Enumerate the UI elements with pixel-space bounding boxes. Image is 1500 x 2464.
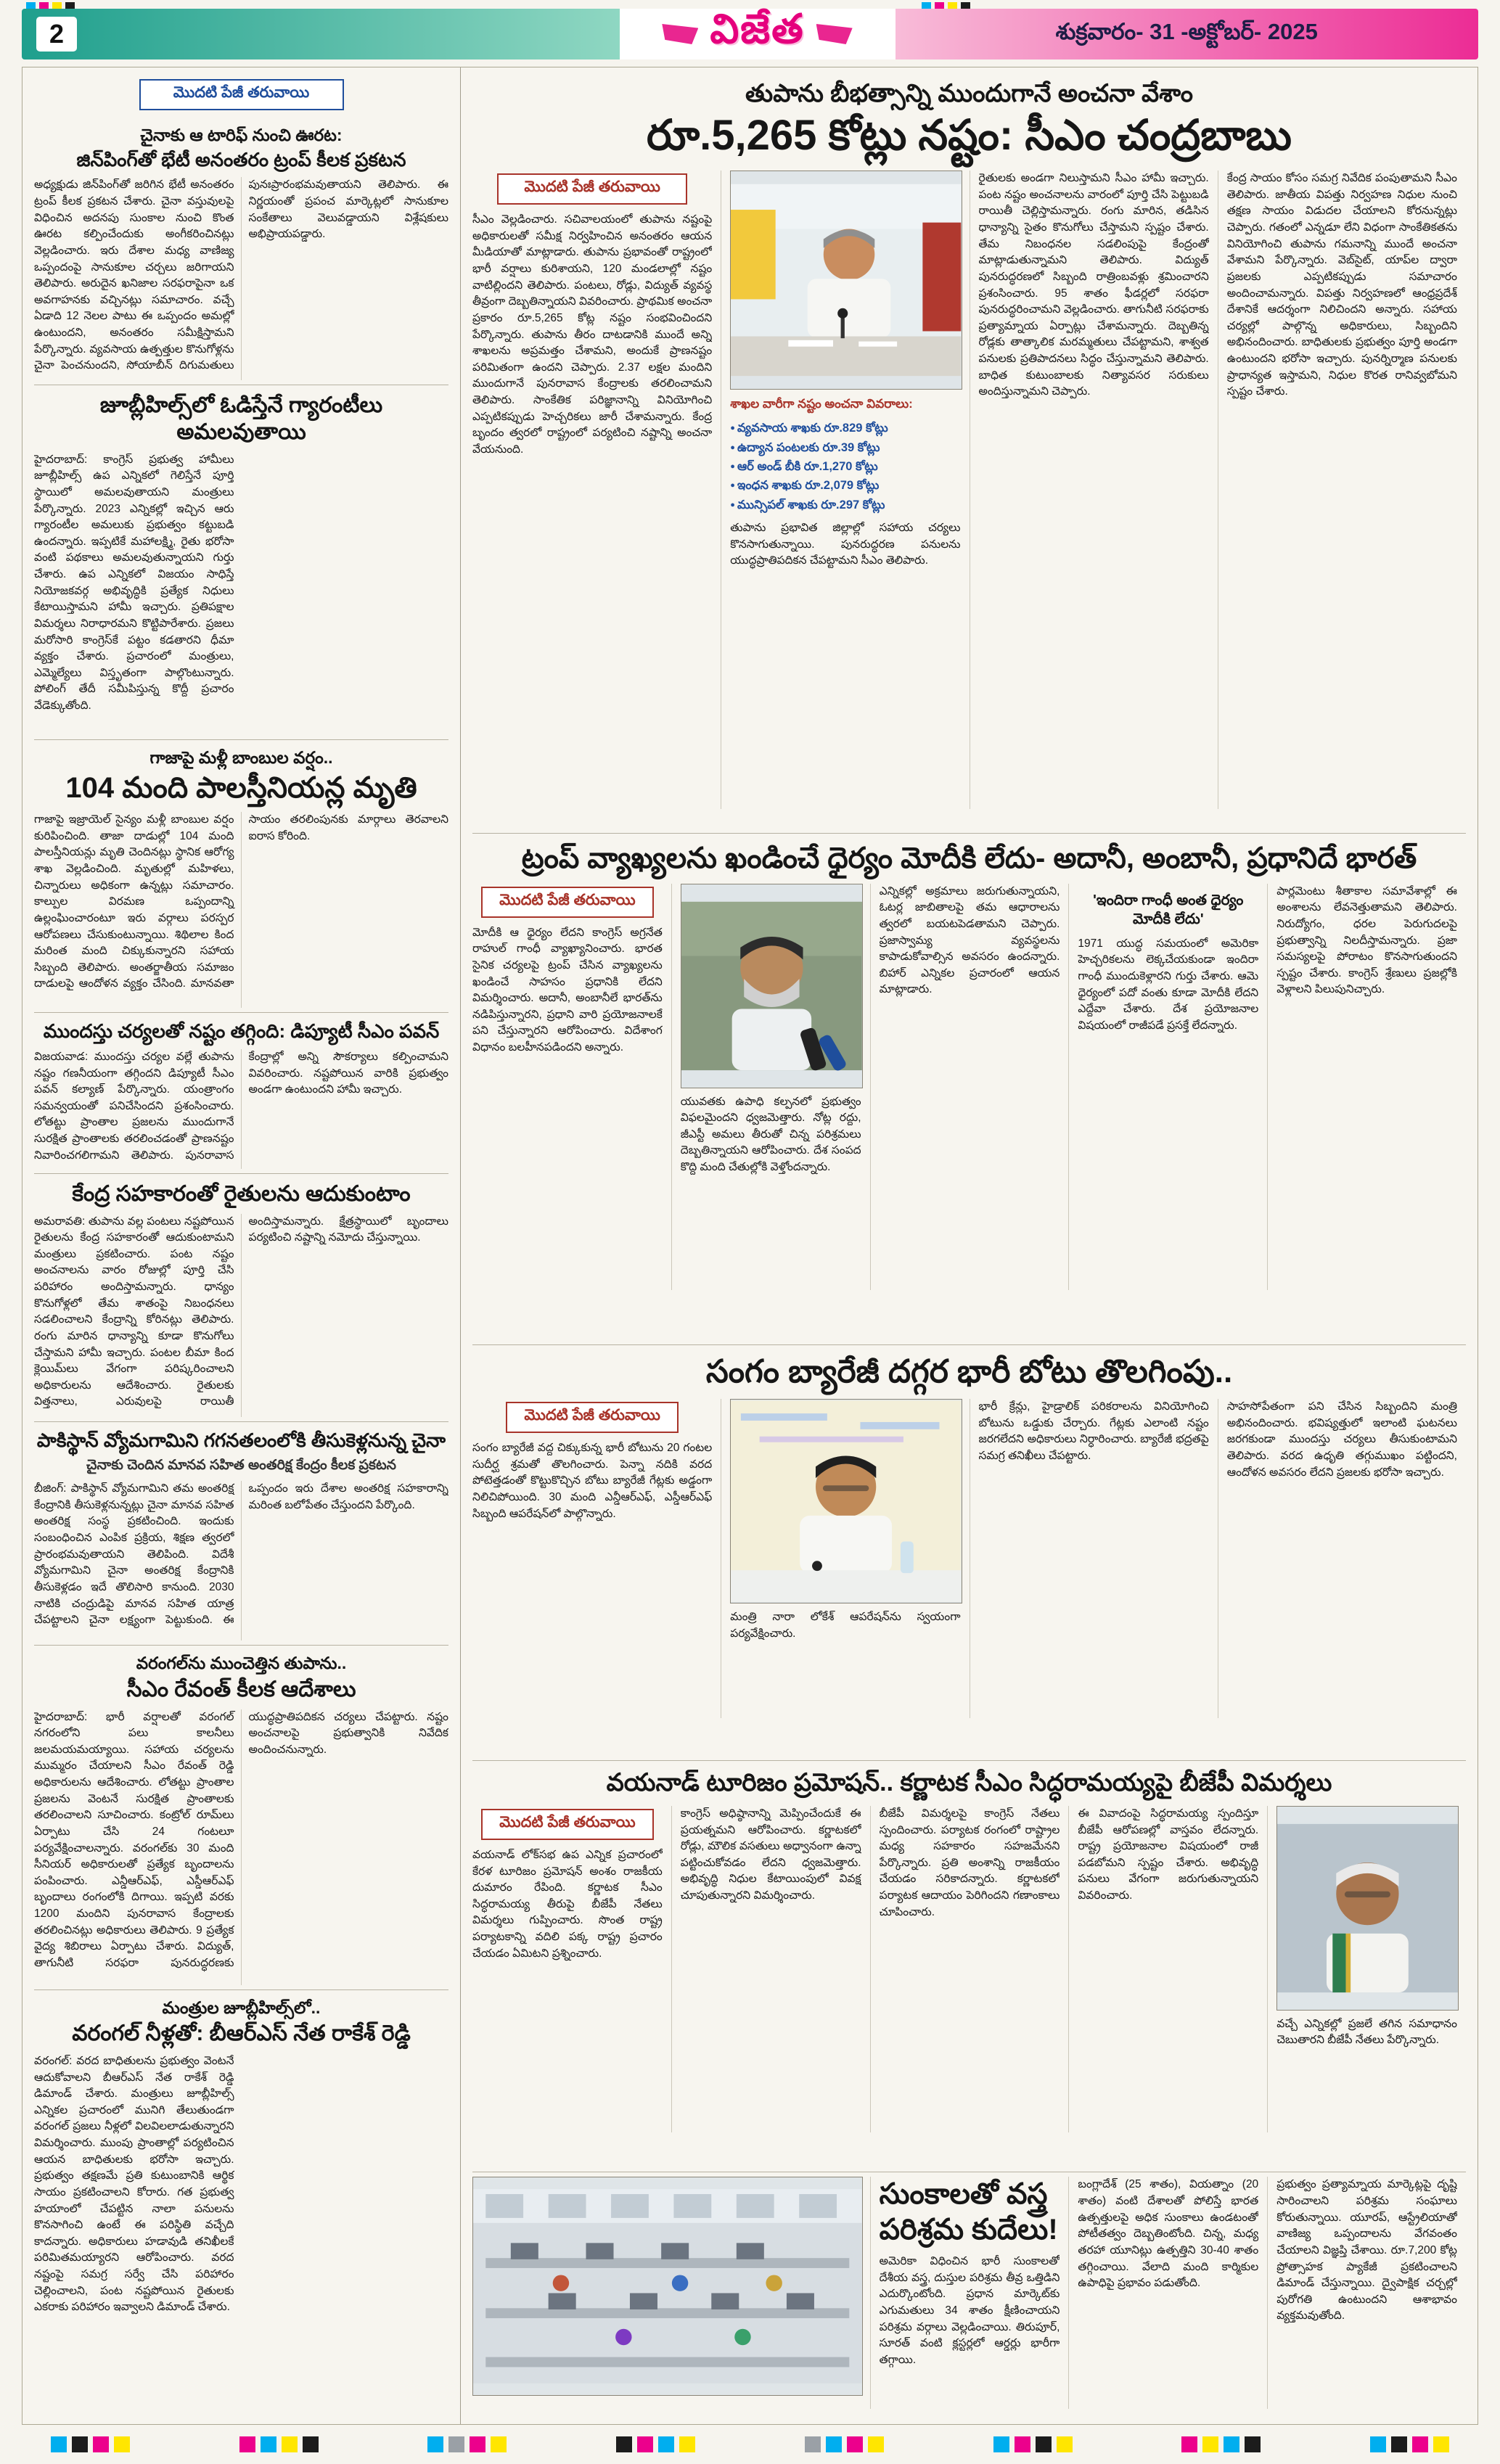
cm-col-1 xyxy=(472,171,721,809)
modi-col-4 xyxy=(1068,884,1267,1290)
sangam-body-1: సంగం బ్యారేజీ వద్ద చిక్కుకున్న భారీ బోటును 20 గంటల సుదీర్ఘ శ్రమతో తొలగించారు. పెన్నా నదికి వరద పోటెత్తడంతో కొట్టుకొచ్చిన బోటు బ్యారేజీ గేట్లకు అడ్డంగా నిలిచిపోయింది. 30 మంది ఎన్డీఆర్ఎఫ్, ఎస్డీఆర్ఎఫ్ సిబ్బంది ఆపరేషన్‌లో పాల్గొన్నారు. xyxy=(472,1442,713,1520)
section-headline: రూ.5,265 కోట్లు నష్టం: సీఎం చంద్రబాబు xyxy=(646,112,1292,160)
article-body: విజయవాడ: ముందస్తు చర్యల వల్లే తుపాను నష్టం గణనీయంగా తగ్గిందని డిప్యూటీ సీఎం పవన్ కల్యాణ్ పేర్కొన్నారు. యంత్రాంగం సమన్వయంతో పనిచేసిందని ప్రశంసించారు. లోతట్టు ప్రాంతాల ప్రజలను ముందుగానే సురక్షిత ప్రాంతాలకు తరలించడంతో ప్రాణనష్టం నివారించగలిగామని తెలిపారు. పునరావాస కేంద్రాల్లో అన్ని సౌకర్యాలు కల్పించామని వివరించారు. నష్టపోయిన వారికి ప్రభుత్వం అండగా ఉంటుందని హామీ ఇచ్చారు. xyxy=(34,1050,448,1162)
photo-rahul-gandhi xyxy=(681,884,863,1088)
article-headline: కేంద్ర సహకారంతో రైతులను ఆదుకుంటాం xyxy=(72,1181,411,1206)
stat-item: ● ఆర్ అండ్ బీకి రూ.1,270 కోట్లు xyxy=(730,457,960,476)
article-brs-rakesh xyxy=(34,1990,448,2348)
article-headline: జిన్‌పింగ్‌తో భేటీ అనంతరం ట్రంప్ కీలక ప్రకటన xyxy=(76,148,406,171)
cm-body-4: కేంద్ర సాయం కోసం సమగ్ర నివేదిక పంపుతామని సీఎం తెలిపారు. జాతీయ విపత్తు నిర్వహణ నిధుల నుంచి తక్షణ సాయం విడుదల చేయాలని కోరనున్నట్లు చెప్పారు. గతంలో ఎన్నడూ లేని విధంగా సాంకేతికతను వినియోగించి తుపాను గమనాన్ని ముందే అంచనా వేశామని పేర్కొన్నారు. వెబ్‌సైట్, యాప్‌ల ద్వారా ప్రజలకు ఎప్పటికప్పుడు సమాచారం అందించామన్నారు. విపత్తు నిర్వహణలో ఆంధ్రప్రదేశ్ దేశానికే ఆదర్శంగా నిలిచిందని అన్నారు. సహాయ చర్యల్లో పాల్గొన్న అధికారులు, సిబ్బందిని అభినందించారు. బాధితులకు ప్రభుత్వం పూర్తి అండగా ఉంటుందని భరోసా ఇచ్చారు. పునర్నిర్మాణ పనులకు ప్రాధాన్యత ఇస్తామని, నిధుల కొరత రానివ్వబోమని స్పష్టం చేశారు. xyxy=(1226,172,1457,398)
cmyk-cluster xyxy=(616,2436,695,2452)
cmyk-cluster xyxy=(51,2436,130,2452)
article-headline: వరంగల్ నీళ్లతో: బీఆర్ఎస్ నేత రాకేశ్ రెడ్డి xyxy=(72,2021,411,2046)
masthead-logo: విజేత xyxy=(710,6,805,52)
wayanad-body-1: వయనాడ్ లోక్‌సభ ఉప ఎన్నిక ప్రచారంలో కేరళ టూరిజం ప్రమోషన్ అంశం రాజకీయ దుమారం రేపింది. కర్ణాటక సీఎం సిద్ధరామయ్య తీరుపై బీజేపీ నేతలు విమర్శలు గుప్పించారు. సొంత రాష్ట్ర పర్యాటకాన్ని వదిలి పక్క రాష్ట్ర ప్రచారం చేయడం ఏమిటని ప్రశ్నించారు. xyxy=(472,1848,663,1960)
article-headline: సీఎం రేవంత్ కీలక ఆదేశాలు xyxy=(126,1677,356,1701)
wayanad-body-4: ఈ వివాదంపై సిద్ధరామయ్య స్పందిస్తూ బీజేపీ ఆరోపణల్లో వాస్తవం లేదన్నారు. రాష్ట్ర ప్రయోజనాల విషయంలో రాజీ పడబోమని స్పష్టం చేశారు. అభివృద్ధి పనులు వేగంగా జరుగుతున్నాయని వివరించారు. xyxy=(1078,1807,1259,1902)
article-china-astronaut xyxy=(34,1422,448,1646)
stat-item: ● మున్సిపల్ శాఖకు రూ.297 కోట్లు xyxy=(730,496,960,514)
wayanad-col-5 xyxy=(1267,1806,1466,2132)
section-rahul-modi xyxy=(472,834,1466,1346)
section-headline: సంగం బ్యారేజీ దగ్గర భారీ బోటు తొలగింపు.. xyxy=(705,1354,1233,1390)
cm-body-3: రైతులకు అండగా నిలుస్తామని సీఎం హామీ ఇచ్చారు. పంట నష్టం అంచనాలను వారంలో పూర్తి చేసి పెట్టుబడి రాయితీ చెల్లిస్తామన్నారు. రంగు మారిన, తడిసిన ధాన్యాన్ని సైతం కొనుగోలు చేస్తామని స్పష్టం చేశారు. తేమ నిబంధనల సడలింపుపై కేంద్రంతో మాట్లాడుతున్నామని తెలిపారు. విద్యుత్ పునరుద్ధరణలో సిబ్బంది రాత్రింబవళ్లు శ్రమించారని ప్రశంసించారు. 95 శాతం ఫీడర్లలో సరఫరా పునరుద్ధరించామని వెల్లడించారు. తాగునీటి సరఫరాకు ప్రత్యామ్నాయ ఏర్పాట్లు చేశామన్నారు. దెబ్బతిన్న రోడ్లకు తాత్కాలిక మరమ్మతులు చేపట్టామని, శాశ్వత పనులకు ప్రతిపాదనలు సిద్ధం చేస్తున్నామని తెలిపారు. బాధిత కుటుంబాలకు నిత్యావసర సరుకులు అందిస్తున్నామని చెప్పారు. xyxy=(978,172,1209,398)
textile-col-1 xyxy=(870,2177,1069,2409)
modi-body-4: 1971 యుద్ధ సమయంలో అమెరికా హెచ్చరికలను లెక్కచేయకుండా ఇందిరా గాంధీ ముందుకెళ్లారని గుర్తు చేశారు. ఆమె ధైర్యంలో పదో వంతు కూడా మోదీకి లేదని ఎద్దేవా చేశారు. దేశ ప్రయోజనాల విషయంలో రాజీపడే ప్రసక్తే లేదన్నారు. xyxy=(1078,937,1259,1032)
masthead-ornament-left xyxy=(662,24,698,44)
article-body: హైదరాబాద్: కాంగ్రెస్ ప్రభుత్వ హామీలు జూబ్లీహిల్స్ ఉప ఎన్నికలో గెలిస్తేనే పూర్తి స్థాయిలో అమలవుతాయని మంత్రులు పేర్కొన్నారు. 2023 ఎన్నికల్లో ఇచ్చిన ఆరు గ్యారంటీల అమలుకు ప్రభుత్వం కట్టుబడి ఉందన్నారు. ఇప్పటికే మహాలక్ష్మి, రైతు భరోసా వంటి పథకాలు అమలవుతున్నాయని గుర్తు చేశారు. ఉప ఎన్నికలో విజయం సాధిస్తే నియోజకవర్గ అభివృద్ధికి ప్రత్యేక నిధులు కేటాయిస్తామని హామీ ఇచ్చారు. ప్రతిపక్షాల విమర్శలు నిరాధారమని కొట్టిపారేశారు. ప్రజలు మరోసారి కాంగ్రెస్‌కే పట్టం కడతారని ధీమా వ్యక్తం చేశారు. ప్రచారంలో మంత్రులు, ఎమ్మెల్యేలు విస్తృతంగా పాల్గొంటున్నారు. పోలింగ్ తేదీ సమీపిస్తున్న కొద్దీ ప్రచారం వేడెక్కుతోంది. xyxy=(34,453,234,712)
main-column xyxy=(461,67,1478,2424)
sangam-body-3: భారీ క్రేన్లు, హైడ్రాలిక్ పరికరాలను వినియోగించి బోటును ఒడ్డుకు చేర్చారు. గేట్లకు ఎలాంటి నష్టం జరగలేదని అధికారులు నిర్ధారించారు. బ్యారేజీ భద్రతపై సమగ్ర తనిఖీలు చేపట్టారు. xyxy=(978,1400,1209,1462)
continuation-box: మొదటి పేజీ తరువాయి xyxy=(481,1809,654,1840)
header-left-bar xyxy=(22,9,620,59)
photo-siddaramaiah xyxy=(1276,1806,1459,2011)
photo-chandrababu-press-meet xyxy=(730,171,962,390)
article-headline: పాకిస్థాన్ వ్యోమగామిని గగనతలంలోకి తీసుకెళ్లనున్న చైనా xyxy=(36,1429,446,1451)
left-column xyxy=(22,67,461,2424)
section-textile-tariffs xyxy=(472,2172,1466,2418)
sangam-col-2 xyxy=(721,1399,969,1718)
article-pawan xyxy=(34,1013,448,1174)
article-body: బీజింగ్: పాకిస్థాన్ వ్యోమగామిని తమ అంతరిక్ష కేంద్రానికి తీసుకెళ్లనున్నట్లు చైనా మానవ సహిత అంతరిక్ష సంస్థ ప్రకటించింది. ఇందుకు సంబంధించిన ఎంపిక ప్రక్రియ, శిక్షణ త్వరలో ప్రారంభమవుతాయని తెలిపింది. విదేశీ వ్యోమగామిని చైనా అంతరిక్ష కేంద్రానికి తీసుకెళ్లడం ఇదే తొలిసారి కానుంది. 2030 నాటికి చంద్రుడిపై మానవ సహిత యాత్ర చేపట్టాలని చైనా లక్ష్యంగా పెట్టుకుంది. ఈ ఒప్పందం ఇరు దేశాల అంతరిక్ష సహకారాన్ని మరింత బలోపేతం చేస్తుందని పేర్కొంది. xyxy=(34,1482,448,1627)
cmyk-cluster xyxy=(993,2436,1073,2452)
cm-body-2: తుపాను ప్రభావిత జిల్లాల్లో సహాయ చర్యలు కొనసాగుతున్నాయి. పునరుద్ధరణ పనులను యుద్ధప్రాతిపదికన చేపట్టామని సీఎం తెలిపారు. xyxy=(730,522,961,567)
wayanad-col-1 xyxy=(472,1806,671,2132)
wayanad-col-2 xyxy=(671,1806,870,2132)
article-headline: జూబ్లీహిల్స్‌లో ఓడిస్తేనే గ్యారంటీలు అమలవుతాయి xyxy=(99,393,383,445)
section-headline: ట్రంప్ వ్యాఖ్యలను ఖండించే ధైర్యం మోదీకి లేదు- అదానీ, అంబానీ, ప్రధానిదే భారత్ xyxy=(521,842,1417,874)
article-headline: 104 మంది పాలస్తీనియన్ల మృతి xyxy=(65,772,417,805)
textile-body-1: అమెరికా విధించిన భారీ సుంకాలతో దేశీయ వస్త్ర, దుస్తుల పరిశ్రమ తీవ్ర ఒత్తిడిని ఎదుర్కొంటోంది. ప్రధాన మార్కెట్‌కు ఎగుమతులు 34 శాతం క్షీణించాయని పరిశ్రమ వర్గాలు వెల్లడించాయి. తిరుపూర్, సూరత్ వంటి క్లస్టర్లలో ఆర్డర్లు భారీగా తగ్గాయి. xyxy=(879,2255,1060,2366)
section-headline: వయనాడ్ టూరిజం ప్రమోషన్.. కర్ణాటక సీఎం సిద్ధరామయ్యపై బీజేపీ విమర్శలు xyxy=(606,1769,1332,1797)
sangam-body-2: మంత్రి నారా లోకేశ్ ఆపరేషన్‌ను స్వయంగా పర్యవేక్షించారు. xyxy=(730,1611,961,1640)
sangam-body-4: సాహసోపేతంగా పని చేసిన సిబ్బందిని మంత్రి అభినందించారు. భవిష్యత్తులో ఇలాంటి ఘటనలు జరగకుండా ముందస్తు చర్యలు తీసుకుంటామని తెలిపారు. వరద ఉధృతి తగ్గుముఖం పట్టిందని, ఆందోళన అవసరం లేదని ప్రజలకు భరోసా ఇచ్చారు. xyxy=(1226,1400,1457,1479)
article-headline: ముందస్తు చర్యలతో నష్టం తగ్గింది: డిప్యూటీ సీఎం పవన్ xyxy=(43,1020,440,1043)
textile-body-3: ప్రభుత్వం ప్రత్యామ్నాయ మార్కెట్లపై దృష్టి సారించాలని పరిశ్రమ సంఘాలు కోరుతున్నాయి. యూరప్, ఆస్ట్రేలియాతో వాణిజ్య ఒప్పందాలను వేగవంతం చేయాలని విజ్ఞప్తి చేశాయి. రూ.7,200 కోట్ల ప్రోత్సాహక ప్యాకేజీ ప్రకటించాలని డిమాండ్ చేస్తున్నాయి. ద్వైపాక్షిక చర్చల్లో పురోగతి ఉంటుందని ఆశాభావం వ్యక్తమవుతోంది. xyxy=(1276,2178,1457,2323)
cmyk-cluster xyxy=(239,2436,319,2452)
stat-item: ● ఉద్యాన పంటలకు రూ.39 కోట్లు xyxy=(730,438,960,457)
modi-body-3: ఎన్నికల్లో అక్రమాలు జరుగుతున్నాయని, ఓటర్ల జాబితాలపై తమ ఆధారాలను త్వరలో బయటపెడతామని చెప్పారు. ప్రజాస్వామ్య వ్యవస్థలను కాపాడుకోవాల్సిన అవసరం ఉందన్నారు. బిహార్ ఎన్నికల ప్రచారంలో ఆయన మాట్లాడారు. xyxy=(879,884,1060,996)
section-headline: సుంకాలతో వస్త్ర పరిశ్రమ కుదేలు! xyxy=(879,2178,1058,2246)
date-line: శుక్రవారం- 31 -అక్టోబర్- 2025 xyxy=(1055,18,1318,44)
header-right-bar xyxy=(896,9,1479,59)
cmyk-cluster xyxy=(1181,2436,1261,2452)
article-kicker: గాజాపై మళ్లీ బాంబుల వర్షం.. xyxy=(149,747,333,767)
article-body: వరంగల్: వరద బాధితులను ప్రభుత్వం వెంటనే ఆదుకోవాలని బీఆర్ఎస్ నేత రాకేశ్ రెడ్డి డిమాండ్ చేశారు. మంత్రులు జూబ్లీహిల్స్ ఎన్నికల ప్రచారంలో మునిగి తేలుతుండగా వరంగల్ ప్రజలు నీళ్లలో విలవిలలాడుతున్నారని విమర్శించారు. ముంపు ప్రాంతాల్లో పర్యటించిన ఆయన బాధితులకు భరోసా ఇచ్చారు. ప్రభుత్వం తక్షణమే ప్రతి కుటుంబానికి ఆర్థిక సాయం ప్రకటించాలని కోరారు. గత ప్రభుత్వ హయాంలో చేపట్టిన నాలా పనులను కొనసాగించి ఉంటే ఈ పరిస్థితి వచ్చేది కాదన్నారు. అధికారులు హడావుడి తనిఖీలకే పరిమితమయ్యారని ఆరోపించారు. వరద నష్టంపై సమగ్ర సర్వే చేసి పరిహారం చెల్లించాలని, పంట నష్టపోయిన రైతులకు ఎకరాకు పరిహారం ఇవ్వాలని డిమాండ్ చేశారు. xyxy=(34,2054,234,2314)
cmyk-cluster xyxy=(427,2436,507,2452)
sangam-col-4 xyxy=(1218,1399,1466,1718)
cm-col-3 xyxy=(970,171,1218,809)
wayanad-body-5: వచ్చే ఎన్నికల్లో ప్రజలే తగిన సమాధానం చెబుతారని బీజేపీ నేతలు పేర్కొన్నారు. xyxy=(1276,2017,1457,2047)
page-number: 2 xyxy=(36,17,77,52)
continuation-box xyxy=(139,79,344,110)
textile-col-2 xyxy=(1068,2177,1267,2409)
article-gaza xyxy=(34,740,448,1014)
modi-body-5: పార్లమెంటు శీతాకాల సమావేశాల్లో ఈ అంశాలను లేవనెత్తుతామని తెలిపారు. నిరుద్యోగం, ధరల పెరుగుదలపై ప్రభుత్వాన్ని నిలదీస్తామన్నారు. ప్రజా సమస్యలపై పోరాటం కొనసాగుతుందని స్పష్టం చేశారు. కాంగ్రెస్ శ్రేణులు ప్రజల్లోకి వెళ్లాలని పిలుపునిచ్చారు. xyxy=(1276,884,1457,996)
wayanad-col-4 xyxy=(1068,1806,1267,2132)
article-warangal-cm xyxy=(34,1646,448,1989)
sangam-col-3 xyxy=(970,1399,1218,1718)
textile-photo-cell xyxy=(472,2177,870,2409)
section-wayanad-bjp xyxy=(472,1761,1466,2172)
page-header xyxy=(22,6,1478,59)
sangam-col-1 xyxy=(472,1399,721,1718)
cmyk-cluster xyxy=(805,2436,884,2452)
article-body: అమరావతి: తుపాను వల్ల పంటలు నష్టపోయిన రైతులను కేంద్ర సహకారంతో ఆదుకుంటామని మంత్రులు ప్రకటించారు. పంట నష్టం అంచనాలను వారం రోజుల్లో పూర్తి చేసి పరిహారం అందిస్తామన్నారు. ధాన్యం కొనుగోళ్లలో తేమ శాతంపై నిబంధనలు సడలించాలని కేంద్రాన్ని కోరినట్లు తెలిపారు. రంగు మారిన ధాన్యాన్ని కూడా కొనుగోలు చేస్తామని హామీ ఇచ్చారు. పంటల బీమా కింద క్లెయిమ్‌లు వేగంగా పరిష్కరించాలని అధికారులను ఆదేశించారు. రైతులకు విత్తనాలు, ఎరువులపై రాయితీ అందిస్తామన్నారు. క్షేత్రస్థాయిలో బృందాలు పర్యటించి నష్టాన్ని నమోదు చేస్తున్నాయి. xyxy=(34,1215,448,1408)
article-kicker: వరంగల్‌ను ముంచెత్తిన తుపాను.. xyxy=(136,1654,347,1673)
cm-col-4 xyxy=(1218,171,1466,809)
wayanad-body-3: బీజేపీ విమర్శలపై కాంగ్రెస్ నేతలు స్పందించారు. పర్యాటక రంగంలో రాష్ట్రాల మధ్య సహకారం సహజమేనని పేర్కొన్నారు. ప్రతి అంశాన్ని రాజకీయం చేయడం సరికాదన్నారు. కర్ణాటకలో పర్యాటక ఆదాయం పెరిగిందని గణాంకాలు చూపించారు. xyxy=(879,1807,1060,1918)
continuation-box: మొదటి పేజీ తరువాయి xyxy=(497,173,687,205)
cm-loss-stats xyxy=(730,397,960,514)
article-farmers xyxy=(34,1174,448,1422)
article-kicker: చైనాకు ఆ టారిఫ్ నుంచి ఊరట: xyxy=(140,126,343,144)
textile-body-2: బంగ్లాదేశ్ (25 శాతం), వియత్నాం (20 శాతం) వంటి దేశాలతో పోలిస్తే భారత ఉత్పత్తులపై అధిక సుంకాలు ఉండటంతో పోటీతత్వం దెబ్బతింటోంది. చిన్న, మధ్య తరహా యూనిట్లు ఉత్పత్తిని 30-40 శాతం తగ్గించాయి. వేలాది మంది కార్మికుల ఉపాధిపై ప్రభావం పడుతోంది. xyxy=(1078,2178,1259,2290)
continuation-box: మొదటి పేజీ తరువాయి xyxy=(506,1402,679,1433)
wayanad-col-3 xyxy=(870,1806,1069,2132)
cmyk-cluster xyxy=(1370,2436,1449,2452)
masthead xyxy=(620,6,896,59)
section-kicker: తుపాను బీభత్సాన్ని ముందుగానే అంచనా వేశాం xyxy=(745,80,1193,107)
continuation-label: మొదటి పేజీ తరువాయి xyxy=(173,84,310,101)
article-body: గాజాపై ఇజ్రాయెల్ సైన్యం మళ్లీ బాంబుల వర్షం కురిపించింది. తాజా దాడుల్లో 104 మంది పాలస్తీనియన్లు మృతి చెందినట్లు స్థానిక ఆరోగ్య శాఖ వెల్లడించింది. మృతుల్లో మహిళలు, చిన్నారులు అధికంగా ఉన్నట్లు సమాచారం. కాల్పుల విరమణ ఒప్పందాన్ని ఉల్లంఘించారంటూ ఇరు వర్గాలు పరస్పర ఆరోపణలు చేసుకుంటున్నాయి. శిథిలాల కింద మరింత మంది చిక్కుకున్నారని సహాయ సిబ్బంది తెలిపారు. అంతర్జాతీయ సమాజం దాడులపై ఆందోళన వ్యక్తం చేసింది. మానవతా సాయం తరలింపునకు మార్గాలు తెరవాలని ఐరాస కోరింది. xyxy=(34,813,448,990)
stat-item: ● వ్యవసాయ శాఖకు రూ.829 కోట్లు xyxy=(730,419,960,438)
article-kicker: మంత్రుల జూబ్లీహిల్స్‌లో.. xyxy=(162,1997,321,2017)
modi-body-2: యువతకు ఉపాధి కల్పనలో ప్రభుత్వం విఫలమైందని ధ్వజమెత్తారు. నోట్ల రద్దు, జీఎస్టీ అమలు తీరుతో చిన్న పరిశ్రమలు దెబ్బతిన్నాయని ఆరోపించారు. దేశ సంపద కొద్ది మంది చేతుల్లోకి వెళ్తోందన్నారు. xyxy=(680,1095,861,1173)
article-jubilee-hills xyxy=(34,385,448,739)
registration-marks xyxy=(51,2436,1449,2452)
wayanad-body-2: కాంగ్రెస్ అధిష్ఠానాన్ని మెప్పించేందుకే ఈ ప్రయత్నమని ఆరోపించారు. కర్ణాటకలో రోడ్లు, మౌలిక వసతులు అధ్వానంగా ఉన్నా పట్టించుకోవడం లేదని ధ్వజమెత్తారు. అభివృద్ధి నిధుల కేటాయింపులో వివక్ష చూపుతున్నారని విమర్శించారు. xyxy=(680,1807,861,1902)
masthead-ornament-right xyxy=(816,24,853,44)
page-content xyxy=(22,67,1478,2425)
stat-item: ● ఇంధన శాఖకు రూ.2,079 కోట్లు xyxy=(730,476,960,495)
modi-body-1: మోదీకి ఆ ధైర్యం లేదని కాంగ్రెస్ అగ్రనేత రాహుల్ గాంధీ వ్యాఖ్యానించారు. భారత సైనిక చర్యలపై ట్రంప్ చేసిన వ్యాఖ్యలను ఖండించే సాహసం ప్రధానికి లేదని విమర్శించారు. అదానీ, అంబానీలే భారత్‌ను నడిపిస్తున్నారని, ప్రధాని వారి ప్రయోజనాలకే పని చేస్తున్నారని ఆరోపించారు. విదేశాంగ విధానం బలహీనపడిందని అన్నారు. xyxy=(472,926,663,1054)
modi-col-1 xyxy=(472,884,671,1290)
modi-quote-subhead: 'ఇందిరా గాంధీ అంత ధైర్యం మోదీకి లేదు' xyxy=(1093,892,1244,927)
photo-textile-factory xyxy=(472,2177,863,2396)
continuation-box: మొదటి పేజీ తరువాయి xyxy=(481,887,654,918)
modi-col-5 xyxy=(1267,884,1466,1290)
article-body: అధ్యక్షుడు జిన్‌పింగ్‌తో జరిగిన భేటీ అనంతరం ట్రంప్ కీలక ప్రకటన చేశారు. చైనా వస్తువులపై విధించిన అదనపు సుంకాల నుంచి కొంత ఊరట కల్పించేందుకు అంగీకరించినట్లు వెల్లడించారు. ఇరు దేశాల మధ్య వాణిజ్య ఒప్పందంపై సానుకూల చర్చలు జరిగాయని తెలిపారు. అరుదైన ఖనిజాల సరఫరాపైనా ఒక అవగాహనకు వచ్చినట్లు సమాచారం. వచ్చే ఏడాది 12 నెలల పాటు ఈ ఒప్పందం అమల్లో ఉంటుందని, అనంతరం సమీక్షిస్తామని పేర్కొన్నారు. వ్యవసాయ ఉత్పత్తుల కొనుగోళ్లను చైనా పెంచనుందని, సోయాబీన్ దిగుమతులు పునఃప్రారంభమవుతాయని తెలిపారు. ఈ నిర్ణయంతో ప్రపంచ మార్కెట్లలో సానుకూల సంకేతాలు వెలువడ్డాయని విశ్లేషకులు అభిప్రాయపడ్డారు. xyxy=(34,178,448,372)
textile-col-3 xyxy=(1267,2177,1466,2409)
photo-lokesh-press-conference xyxy=(730,1399,962,1603)
cm-col-2 xyxy=(721,171,969,809)
section-sangam-barrage xyxy=(472,1345,1466,1761)
section-cm-cyclone xyxy=(472,73,1466,834)
modi-col-3 xyxy=(870,884,1069,1290)
article-subhead: చైనాకు చెందిన మానవ సహిత అంతరిక్ష కేంద్రం కీలక ప్రకటన xyxy=(86,1458,396,1474)
modi-col-2 xyxy=(671,884,870,1290)
cm-body-1: సీఎం వెల్లడించారు. సచివాలయంలో తుపాను నష్టంపై అధికారులతో సమీక్ష నిర్వహించిన అనంతరం ఆయన మీడియాతో మాట్లాడారు. తుపాను ప్రభావంతో రాష్ట్రంలో భారీ వర్షాలు కురిశాయని, 120 మండలాల్లో నష్టం వాటిల్లిందని తెలిపారు. పంటలు, రోడ్లు, విద్యుత్ వ్యవస్థ తీవ్రంగా దెబ్బతిన్నాయని వివరించారు. ప్రాథమిక అంచనా ప్రకారం రూ.5,265 కోట్ల నష్టం సంభవించిందని పేర్కొన్నారు. తుపాను తీరం దాటడానికి ముందే అన్ని శాఖలను అప్రమత్తం చేశామని, అందుకే ప్రాణనష్టం పరిమితంగా ఉందని చెప్పారు. 2.37 లక్షల మందిని ముందుగానే పునరావాస కేంద్రాలకు తరలించామని తెలిపారు. సాంకేతిక పరిజ్ఞానాన్ని వినియోగించి ఎప్పటికప్పుడు హెచ్చరికలు జారీ చేశామన్నారు. కేంద్ర బృందం త్వరలో రాష్ట్రంలో పర్యటించి నష్టాన్ని అంచనా వేయనుంది. xyxy=(472,213,713,456)
article-trump-china xyxy=(34,118,448,385)
article-body: హైదరాబాద్: భారీ వర్షాలతో వరంగల్ నగరంలోని పలు కాలనీలు జలమయమయ్యాయి. సహాయ చర్యలను ముమ్మరం చేయాలని సీఎం రేవంత్ రెడ్డి అధికారులను ఆదేశించారు. లోతట్టు ప్రాంతాల ప్రజలను వెంటనే సురక్షిత ప్రాంతాలకు తరలించాలని సూచించారు. కంట్రోల్ రూమ్‌లు ఏర్పాటు చేసి 24 గంటలూ పర్యవేక్షించాలన్నారు. వరంగల్‌కు 30 మంది సీనియర్ అధికారులతో ప్రత్యేక బృందాలను పంపించారు. ఎన్డీఆర్ఎఫ్, ఎస్డీఆర్ఎఫ్ బృందాలు రంగంలోకి దిగాయి. ఇప్పటి వరకు 1200 మందిని పునరావాస కేంద్రాలకు తరలించినట్లు అధికారులు తెలిపారు. 9 ప్రత్యేక వైద్య శిబిరాలు ఏర్పాటు చేశారు. విద్యుత్, తాగునీటి సరఫరా పునరుద్ధరణకు యుద్ధప్రాతిపదికన చర్యలు చేపట్టారు. నష్టం అంచనాలపై ప్రభుత్వానికి నివేదిక అందించనున్నారు. xyxy=(34,1710,448,1969)
stats-title: శాఖల వారీగా నష్టం అంచనా వివరాలు: xyxy=(730,397,913,411)
